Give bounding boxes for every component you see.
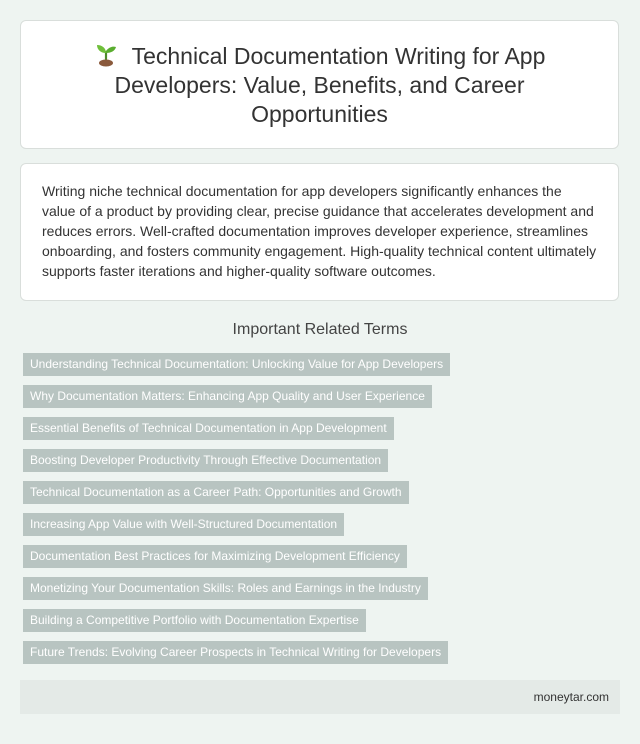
- related-terms-heading: Important Related Terms: [232, 321, 408, 338]
- summary-card: [20, 163, 619, 301]
- related-term-item: [23, 641, 450, 664]
- related-term-link[interactable]: Understanding Technical Documentation: Unlocking Value for App Developers: [23, 353, 450, 376]
- related-term-item: [23, 449, 450, 472]
- related-terms-list: [23, 353, 450, 673]
- page-title-text: Technical Documentation Writing for App Developers: Value, Benefits, and Career Opportunities: [114, 42, 546, 127]
- related-term-link[interactable]: Monetizing Your Documentation Skills: Roles and Earnings in the Industry: [23, 577, 428, 600]
- related-term-link[interactable]: Building a Competitive Portfolio with Documentation Expertise: [23, 609, 366, 632]
- related-term-link[interactable]: Future Trends: Evolving Career Prospects in Technical Writing for Developers: [23, 641, 448, 664]
- related-term-item: [23, 385, 450, 408]
- title-card: [20, 20, 619, 149]
- footer: [20, 680, 620, 714]
- related-term-item: [23, 577, 450, 600]
- related-term-link[interactable]: Why Documentation Matters: Enhancing App Quality and User Experience: [23, 385, 432, 408]
- related-term-link[interactable]: Boosting Developer Productivity Through Effective Documentation: [23, 449, 388, 472]
- footer-site-link[interactable]: moneytar.com: [533, 690, 609, 704]
- related-term-item: [23, 353, 450, 376]
- related-term-link[interactable]: Technical Documentation as a Career Path: Opportunities and Growth: [23, 481, 409, 504]
- related-term-link[interactable]: Increasing App Value with Well-Structured Documentation: [23, 513, 344, 536]
- page-title: [85, 41, 555, 129]
- related-term-link[interactable]: Essential Benefits of Technical Documentation in App Development: [23, 417, 394, 440]
- related-term-item: [23, 513, 450, 536]
- related-term-item: [23, 481, 450, 504]
- related-term-link[interactable]: Documentation Best Practices for Maximizing Development Efficiency: [23, 545, 407, 568]
- sprout-icon: [94, 41, 118, 67]
- related-term-item: [23, 609, 450, 632]
- related-term-item: [23, 545, 450, 568]
- summary-text: Writing niche technical documentation for app developers significantly enhances the value of a product by providing clear, precise guidance that accelerates development and reduces errors. Well-crafted documentation improves developer experience, streamlines onboarding, and fosters community engagement. High-quality technical content ultimately supports faster iterations and higher-quality software outcomes.: [42, 183, 597, 279]
- related-term-item: [23, 417, 450, 440]
